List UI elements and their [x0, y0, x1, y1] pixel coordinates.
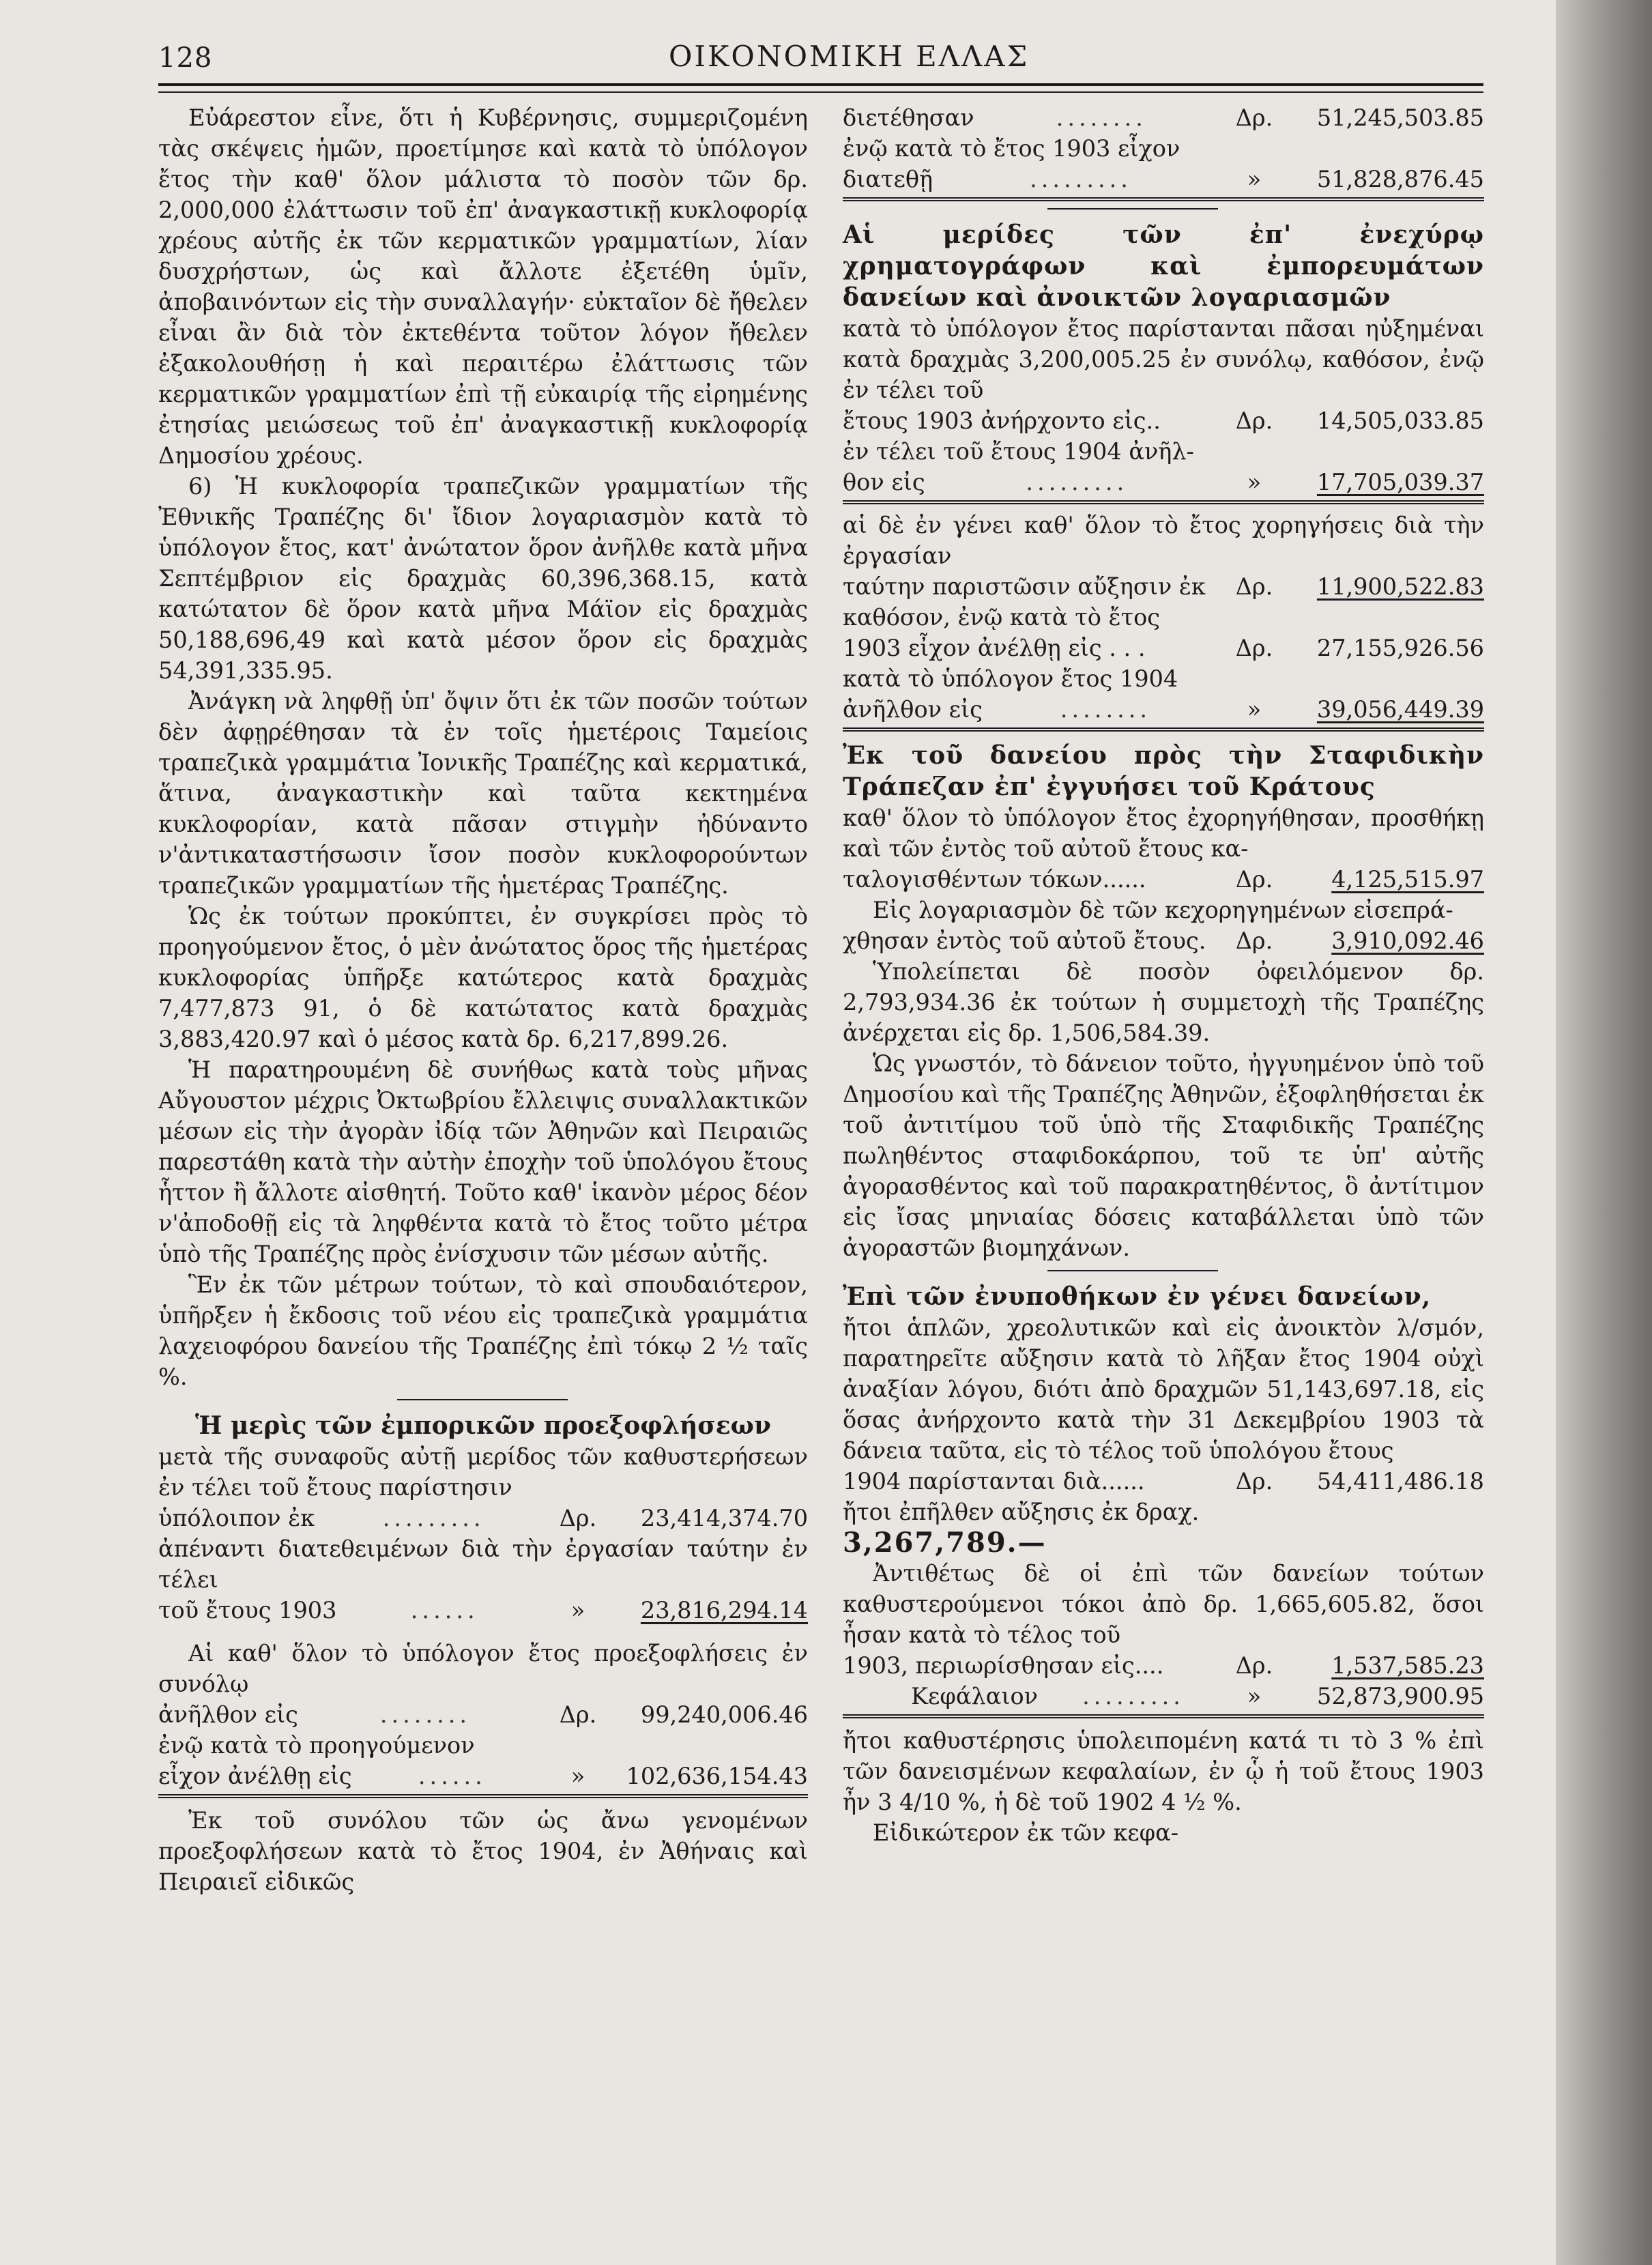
amount-row — [843, 405, 1484, 436]
currency: » — [570, 1597, 585, 1624]
amount-label: θον εἰς — [843, 469, 925, 495]
header-rule-thin — [158, 91, 1483, 93]
paragraph: καθόσον, ἐνῷ κατὰ τὸ ἔτος — [843, 604, 1161, 631]
leader-dots: ...... — [418, 1763, 487, 1789]
leader-dots: ......... — [1030, 166, 1132, 192]
amount-label: ταλογισθέντων τόκων...... — [843, 866, 1146, 893]
amount-value: 54,411,486.18 — [1316, 1468, 1484, 1495]
amount-value: 99,240,006.46 — [640, 1701, 809, 1728]
amount-row — [158, 1761, 808, 1798]
amount-value: 17,705,039.37 — [1316, 469, 1485, 495]
amount-label: ἔτους 1903 ἀνήρχοντο εἰς.. — [843, 407, 1161, 434]
section-heading: Αἱ μερίδες τῶν ἐπ' ἐνεχύρῳ χρηματογράφων καὶ ἐμπορευμάτων δανείων καὶ ἀνοικτῶν λογαριασμῶν — [843, 220, 1484, 312]
leader-dots: ........ — [1056, 104, 1147, 131]
section-divider — [1047, 208, 1218, 210]
amount-label: τοῦ ἔτους 1903 — [158, 1597, 337, 1624]
amount-label: εἶχον ἀνέλθῃ εἰς — [158, 1763, 352, 1789]
paragraph: 6) Ἡ κυκλοφορία τραπεζικῶν γραμματίων τῆς Ἐθνικῆς Τραπέζης δι' ἴδιον λογαριασμὸν κατὰ τὸ ὑπόλογον ἔτος, κατ' ἀνώτατον ὅρον ἀνῆλθε κατὰ μῆνα Σεπτέμβριον εἰς δραχμὰς 60,396,368.15, κατὰ κατώτατον δὲ ὅρον κατὰ μῆνα Μάϊον εἰς δραχμὰς 50,188,696,49 καὶ κατὰ μέσον ὅρον εἰς δραχμὰς 54,391,335.95. — [158, 473, 808, 684]
amount-label: 1904 παρίστανται διὰ...... — [843, 1468, 1145, 1495]
paragraph: Ἡ παρατηρουμένη δὲ συνήθως κατὰ τοὺς μῆνας Αὔγουστον μέχρις Ὀκτωβρίου ἔλλειψις συναλλακτικῶν μέσων εἰς τὴν ἀγορὰν ἰδίᾳ τῶν Ἀθηνῶν καὶ Πειραιῶς παρεστάθη κατὰ τὴν αὐτὴν ἐποχὴν τοῦ ὑπολόγου ἔτους ἧττον ἢ ἄλλοτε αἰσθητή. Τοῦτο καθ' ἱκανὸν μέρος δέον ν'ἀποδοθῇ εἰς τὰ ληφθέντα κατὰ τὸ ἔτος τοῦτο μέτρα ὑπὸ τῆς Τραπέζης πρὸς ἐνίσχυσιν τῶν μέσων αὐτῆς. — [158, 1056, 808, 1267]
amount-label: 1903, περιωρίσθησαν εἰς.... — [843, 1652, 1164, 1679]
paragraph: Εἰς λογαριασμὸν δὲ τῶν κεχορηγημένων εἰσεπρά- — [873, 897, 1453, 923]
amount-row — [158, 1699, 808, 1730]
currency: Δρ. — [1235, 573, 1273, 600]
left-column — [158, 102, 808, 1897]
paragraph: Ὑπολείπεται δὲ ποσὸν ὀφειλόμενον δρ. 2,793,934.36 ἐκ τούτων ἡ συμμετοχὴ τῆς Τραπέζης ἀνέρχεται εἰς δρ. 1,506,584.39. — [843, 958, 1484, 1046]
amount-row — [158, 1595, 808, 1626]
paragraph: ἐν τέλει τοῦ ἔτους 1904 ἀνῆλ- — [843, 438, 1194, 465]
amount-row — [843, 1681, 1484, 1718]
amount-row — [843, 864, 1484, 895]
leader-dots: ........ — [379, 1701, 472, 1728]
amount-value: 23,414,374.70 — [640, 1505, 809, 1531]
amount-value: 51,245,503.85 — [1316, 104, 1485, 131]
currency: » — [1247, 1683, 1262, 1709]
currency: Δρ. — [1235, 866, 1273, 893]
right-column — [843, 102, 1484, 1848]
paragraph: Ὡς γνωστόν, τὸ δάνειον τοῦτο, ἠγγυημένον ὑπὸ τοῦ Δημοσίου καὶ τῆς Τραπέζης Ἀθηνῶν, ἐξοφληθήσεται ἐκ τοῦ ἀντιτίμου τοῦ ὑπὸ τῆς Σταφιδικῆς Τραπέζης πωληθέντος σταφιδοκάρπου, τοῦ τε ὑπ' αὐτῆς ἀγορασθέντος καὶ τοῦ παρακρατηθέντος, ὃ ἀντίτιμον εἰς ἴσας μηνιαίας δόσεις καταβάλλεται ὑπὸ τῶν ἀγοραστῶν βιομηχάνων. — [843, 1050, 1484, 1261]
currency: » — [1247, 696, 1262, 723]
paragraph: ἤτοι ἁπλῶν, χρεολυτικῶν καὶ εἰς ἀνοικτὸν λ/σμόν, παρατηρεῖτε αὔξησιν κατὰ τὸ λῆξαν ἔτος 1904 οὐχὶ ἀναξίαν λόγου, διότι ἀπὸ δραχμῶν 51,143,697.18, εἰς ὅσας ἀνήρχοντο κατὰ τὴν 31 Δεκεμβρίου 1903 τὰ δάνεια ταῦτα, εἰς τὸ τέλος τοῦ ὑπολόγου ἔτους — [843, 1314, 1484, 1464]
amount-value: 102,636,154.43 — [626, 1763, 808, 1789]
amount-label: ταύτην παριστῶσιν αὔξησιν ἐκ — [843, 573, 1206, 600]
currency: Δρ. — [559, 1505, 597, 1531]
paragraph: καθ' ὅλον τὸ ὑπόλογον ἔτος ἐχορηγήθησαν, προσθήκῃ καὶ τῶν ἐντὸς τοῦ αὐτοῦ ἔτους κα- — [843, 805, 1484, 862]
paragraph: Ἐκ τοῦ συνόλου τῶν ὡς ἄνω γενομένων προεξοφλήσεων κατὰ τὸ ἔτος 1904, ἐν Ἀθήναις καὶ Πειραιεῖ εἰδικῶς — [158, 1807, 808, 1895]
paragraph: αἱ δὲ ἐν γένει καθ' ὅλον τὸ ἔτος χορηγήσεις διὰ τὴν ἐργασίαν — [843, 512, 1484, 569]
leader-dots: ........ — [1060, 696, 1152, 723]
section-divider — [397, 1399, 568, 1400]
amount-row — [843, 164, 1484, 201]
currency: Δρ. — [1235, 635, 1273, 661]
paragraph: ἤτοι ἐπῆλθεν αὔξησις ἐκ δραχ. — [843, 1499, 1200, 1525]
page-number: 128 — [158, 42, 213, 74]
section-divider — [1047, 1270, 1218, 1271]
leader-dots: ......... — [1026, 469, 1129, 495]
amount-label: ἀνῆλθον εἰς — [158, 1701, 298, 1728]
leader-dots: ......... — [382, 1505, 485, 1531]
section-heading: Ἐπὶ τῶν ἐνυποθήκων ἐν γένει δανείων, — [843, 1282, 1432, 1311]
currency: » — [1247, 469, 1262, 495]
amount-row — [843, 467, 1484, 504]
amount-row — [843, 694, 1484, 732]
currency: Δρ. — [1235, 927, 1273, 954]
leader-dots: ......... — [1082, 1683, 1185, 1709]
amount-value: 14,505,033.85 — [1316, 407, 1484, 434]
amount-row — [843, 1466, 1484, 1497]
paragraph: ἀπέναντι διατεθειμένων διὰ τὴν ἐργασίαν ταύτην ἐν τέλει — [158, 1535, 808, 1593]
paragraph: Ἀνάγκη νὰ ληφθῇ ὑπ' ὄψιν ὅτι ἐκ τῶν ποσῶν τούτων δὲν ἀφῃρέθησαν τὰ ἐν τοῖς ἡμετέροις Ταμείοις τραπεζικὰ γραμμάτια Ἰονικῆς Τραπέζης καὶ κερματικά, ἅτινα, ἀναγκαστικὴν καὶ ταῦτα κεκτημένα κυκλοφορίαν, κατὰ πᾶσαν στιγμὴν ἠδύναντο ν'ἀντικαταστήσωσιν ἴσον ποσὸν κυκλοφορούντων τραπεζικῶν γραμματίων τῆς ἡμετέρας Τραπέζης. — [158, 688, 808, 899]
paragraph: μετὰ τῆς συναφοῦς αὐτῇ μερίδος τῶν καθυστερήσεων ἐν τέλει τοῦ ἔτους παρίστησιν — [158, 1443, 808, 1501]
amount-label: διατεθῇ — [843, 166, 933, 192]
paragraph: Εἰδικώτερον ἐκ τῶν κεφα- — [873, 1819, 1179, 1846]
paragraph: Αἱ καθ' ὅλον τὸ ὑπόλογον ἔτος προεξοφλήσεις ἐν συνόλῳ — [158, 1640, 808, 1697]
currency: Δρ. — [1235, 407, 1273, 434]
leader-dots: ...... — [410, 1597, 479, 1624]
running-title: ΟΙΚΟΝΟΜΙΚΗ ΕΛΛΑΣ — [669, 40, 1030, 73]
paragraph: Ἀντιθέτως δὲ οἱ ἐπὶ τῶν δανείων τούτων καθυστερούμενοι τόκοι ἀπὸ δρ. 1,665,605.82, ὅσοι ἦσαν κατὰ τὸ τέλος τοῦ — [843, 1560, 1484, 1648]
currency: Δρ. — [1235, 104, 1273, 131]
amount-value: 1,537,585.23 — [1331, 1652, 1484, 1679]
paragraph: ἐνῷ κατὰ τὸ προηγούμενον — [158, 1732, 475, 1759]
amount-label: χθησαν ἐντὸς τοῦ αὐτοῦ ἔτους. — [843, 927, 1206, 954]
amount-row — [158, 1503, 808, 1533]
currency: Δρ. — [1235, 1652, 1273, 1679]
currency: » — [570, 1763, 585, 1789]
currency: Δρ. — [1235, 1468, 1273, 1495]
amount-value: 52,873,900.95 — [1316, 1683, 1485, 1709]
amount-value: 23,816,294.14 — [640, 1597, 808, 1624]
amount-row — [843, 1650, 1484, 1681]
paragraph: ἤτοι καθυστέρησις ὑπολειπομένη κατά τι τὸ 3 % ἐπὶ τῶν δανεισμένων κεφαλαίων, ἐν ᾧ ἡ τοῦ ἔτους 1903 ἦν 3 4/10 %, ἡ δὲ τοῦ 1902 4 ½ %. — [843, 1727, 1484, 1815]
currency: Δρ. — [559, 1701, 597, 1728]
paragraph: Ἓν ἐκ τῶν μέτρων τούτων, τὸ καὶ σπουδαιότερον, ὑπῆρξεν ἡ ἔκδοσις τοῦ νέου εἰς τραπεζικὰ γραμμάτια λαχειοφόρου δανείου τῆς Τραπέζης ἐπὶ τόκῳ 2 ½ ταῖς %. — [158, 1271, 808, 1390]
amount-row — [843, 571, 1484, 602]
paragraph: Ὡς ἐκ τούτων προκύπτει, ἐν συγκρίσει πρὸς τὸ προηγούμενον ἔτος, ὁ μὲν ἀνώτατος ὅρος τῆς ἡμετέρας κυκλοφορίας ὑπῆρξε κατώτερος κατὰ δραχμὰς 7,477,873 91, ὁ δὲ κατώτατος κατὰ δραχμὰς 3,883,420.97 καὶ ὁ μέσος κατὰ δρ. 6,217,899.26. — [158, 903, 808, 1052]
section-heading: Ἡ μερὶς τῶν ἐμπορικῶν προεξοφλήσεων — [195, 1411, 771, 1440]
amount-label: 1903 εἶχον ἀνέλθῃ εἰς . . . — [843, 635, 1146, 661]
amount-row — [843, 102, 1484, 133]
highlight-amount: 3,267,789.— — [843, 1527, 1047, 1559]
amount-label: ἀνῆλθον εἰς — [843, 696, 983, 723]
currency: » — [1247, 166, 1262, 192]
paragraph: κατὰ τὸ ὑπόλογον ἔτος 1904 — [843, 665, 1178, 692]
amount-row — [843, 633, 1484, 663]
amount-value: 27,155,926.56 — [1316, 635, 1484, 661]
amount-label: διετέθησαν — [843, 104, 974, 131]
amount-label: ὑπόλοιπον ἐκ — [158, 1505, 315, 1531]
paragraph: ἐνῷ κατὰ τὸ ἔτος 1903 εἶχον — [843, 135, 1180, 162]
amount-value: 11,900,522.83 — [1316, 573, 1484, 600]
amount-label: Κεφάλαιον — [911, 1683, 1038, 1709]
amount-row — [843, 925, 1484, 956]
section-heading: Ἐκ τοῦ δανείου πρὸς τὴν Σταφιδικὴν Τράπεζαν ἐπ' ἐγγυήσει τοῦ Κράτους — [843, 741, 1484, 801]
amount-value: 4,125,515.97 — [1331, 866, 1484, 893]
header-rule — [158, 83, 1483, 86]
paragraph: Εὐάρεστον εἶνε, ὅτι ἡ Κυβέρνησις, συμμεριζομένη τὰς σκέψεις ἡμῶν, προετίμησε καὶ κατὰ τὸ ὑπόλογον ἔτος τὴν καθ' ὅλον μάλιστα τὸ ποσὸν τῶν δρ. 2,000,000 ἐλάττωσιν τοῦ ἐπ' ἀναγκαστικῇ κυκλοφορίᾳ χρέους αὐτῆς ἐκ τῶν κερματικῶν γραμματίων, λίαν δυσχρήστων, ὡς καὶ ἄλλοτε ἐξετέθη ὑμῖν, ἀποβαινόντων εἰς τὴν συναλλαγήν· εὐκταῖον δὲ ἤθελεν εἶναι ἂν διὰ τὸν ἐκτεθέντα τοῦτον λόγον ἤθελεν ἐξακολουθήσῃ ἡ καὶ περαιτέρω ἐλάττωσις τῶν κερματικῶν γραμματίων ἐπὶ τῇ εὐκαιρίᾳ τῆς εἰρημένης ἐτησίας μειώσεως τοῦ ἐπ' ἀναγκαστικῇ κυκλοφορίᾳ Δημοσίου χρέους. — [158, 104, 808, 469]
book-gutter — [1556, 0, 1652, 2265]
amount-value: 3,910,092.46 — [1331, 927, 1484, 954]
amount-value: 39,056,449.39 — [1316, 696, 1485, 723]
amount-value: 51,828,876.45 — [1316, 166, 1484, 192]
paragraph: κατὰ τὸ ὑπόλογον ἔτος παρίστανται πᾶσαι ηὐξημέναι κατὰ δραχμὰς 3,200,005.25 ἐν συνόλῳ, καθόσον, ἐνῷ ἐν τέλει τοῦ — [843, 315, 1484, 403]
